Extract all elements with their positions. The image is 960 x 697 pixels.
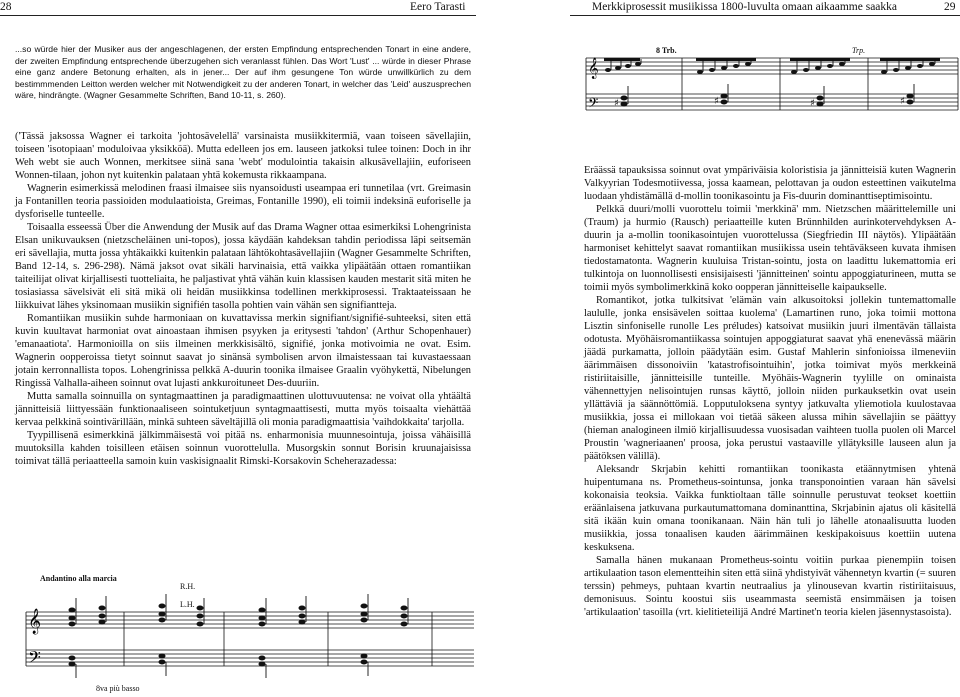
instrument-marking-1: 8 Trb.: [656, 46, 677, 55]
svg-text:♯: ♯: [810, 98, 815, 109]
svg-text:𝄞: 𝄞: [588, 58, 599, 79]
svg-text:♯: ♯: [900, 96, 905, 107]
paragraph: Romantikot, jotka tulkitsivat 'elämän vain alkusoitoksi jollekin tuntemattomalle laululle, jonka ensisävelen soittaa kuolema' (Lamartinen runo, joka toimii mottona Lisztin sinfoniselle runolle Les préludes) katsoivat musiikin juuri ilmentävän tällaista odotusta. Myöhäisromantiikassa sointujen appoggiaturat saavat yhä enenevässä määrin jäädä purkamatta, jolloin päädytään esim. Gustaf Mahlerin sinfonioissa ilmeneviin äärimmäisen dissonoiviin 'katastrofisointuihin', jotka toimivat myös merkkeinä ristiriitaisille, jännitteisille tunteille. Myöhäis-Wagnerin tyylille on ominaista vähennettyjen nelisointujen runsas käyttö, jolloin niiden purkauksetkin ovat usein yllättäviä ja säännöttömiä. Lopputuloksena syntyy jatkuvalta yliemotiola kuulostavaa musiikkia, jossa ei millokaan voi tietää säkeen alussa mihin sävellajiin se päättyy (hieman analogineen ilmiö kirjallisuudessa vuosisadan vaihteen tuolla puolen oli Marcel Proustin 'wagneriaanen' proosa, joka perustui vastaaville yllätyksille lauseen alun ja päätöksen välillä).: [584, 295, 956, 462]
svg-text:𝄞: 𝄞: [28, 609, 42, 634]
left-column: [15, 130, 471, 468]
right-running-head: Merkkiprosessit musiikissa 1800-luvulta omaan aikaamme saakka: [592, 1, 898, 13]
paragraph: Eräässä tapauksissa soinnut ovat ympäriväisia koloristisia ja jännitteisiä kuten Wagnerin Valkyyrian Todesmotiivessa, jossa kaamean, pelottavan ja oudon esteettinen vaikutelma luodaan yhdistämällä d-mollin toonikasointu ja Fis-duurin dominanttiseptimisointu.: [584, 165, 956, 202]
instrument-marking-2: Trp.: [852, 46, 866, 55]
paragraph: ('Tässä jaksossa Wagner ei tarkoita 'johtosävelellä' varsinaista musiikkitermiä, vaan toiseen sävellajiin, toiseen 'isotopiaan' moduloivaa yksikköä). Mutta edelleen jos em. lauseen jatkoksi tulee toinen: Doch in ihr Weh webt sie auch Wonnen, merkitsee siinä sana 'webt' modulointia takaisin alkusävellajiin, euforiseen Wonnen-tilaan, johon nyt kuitenkin palataan yhtä kokemusta rikkaampana.: [15, 131, 471, 181]
ossia-label: 8va più basso: [96, 684, 140, 693]
paragraph: Mutta samalla soinnuilla on syntagmaattinen ja paradigmaattinen ulottuvuutensa: ne voivat olla yhtäältä jännitteisiä liittyessään funktionaaliseen sointuketjuun syntagmaattisesti, mutta myös toisaalta viehättää kervaa pelkkinä sointivärillään, minkä suhteen säveltäjillä oli monia paradigmaattisia 'vaihdokkaita' tarjolla.: [15, 391, 471, 428]
svg-text:𝄢: 𝄢: [588, 95, 599, 114]
right-page-number: 29: [944, 1, 956, 13]
music-score: [584, 44, 960, 120]
left-header-rule: [0, 15, 476, 16]
paragraph: Romantiikan musiikin suhde harmoniaan on kuvattavissa merkin signifiant/signifié-suhteeksi, siten että kuvin kuultavat harmoniat ovat ainoastaan ihmisen psyyken ja eritysesti 'tahdon' (Arthur Schopenhauer) 'emanaatiota'. Harmonioilla on siis ilmeinen merkkisisältö, signifié, jonka motivoimia ne ovat. Esim. Wagnerin oopperoissa tietyt soinnut saavat jo sinänsä symbolisen arvon ilmaistessaan tai kuvastaessaan jotain kerronnallista topos. Lohengrinissa pelkkä A-duurin toonika ilmaisee Graalin vyöhykettä, Nibelungen Ringissä Valhalla-aiheen soinnut ovat lujasti ankkuroituneet Des-duuriin.: [15, 313, 471, 389]
left-page-number: 28: [0, 1, 12, 13]
paragraph: Tyypillisenä esimerkkinä jälkimmäisestä voi pitää ns. enharmonisia muunnesointuja, joissa vähäisillä muutoksilla kahden toisilleen etäisen soinnun vuorottelulla. Musorgskin sonnut Borisin kruunajaisissa toimivat tällä periaatteella samoin kuin vaskisignaalit Rimski-Korsakovin Scheherazadessa:: [15, 430, 471, 467]
german-quotation: ...so würde hier der Musiker aus der angeschlagenen, der ersten Empfindung entsprechenden Tonart in eine andere, der zweiten Empfindung entsprechende überzugehen sich veranlasst fühlen. Das Wort 'Lust' ... würde in dieser Phrase eine ganz andere Betonung erhalten, als in jener... Der auf ihm gesungene Ton würde unwillkürlich zu dem bestimmmenden Leitton werden welcher mit Notwendigkeit zu der anderen Tonart, in welcher das 'Leid' auszusprechen wäre, hindrängte. (Wagner Gesammelte Schriften, Band 10-11, s. 260).: [15, 44, 471, 100]
paragraph: Toisaalla esseessä Über die Anwendung der Musik auf das Drama Wagner ottaa esimerkiksi Lohengrinista Elsan unikuvauksen (nietzscheläinen uni-topos), jossa käydään kahdeksan tahdin periodissa läpi seitsemän eri sävellajia, mutta jossa yhtäkaikki kuitenkin palataan lähtökohtasävellajiin (Wagner Gesammelte Schriften, Band 12-14, s. 296-298). Nämä jaksot ovat sikäli harvinaisia, että vaikka ylipäätään ottaen romantiikan taiteilijat olivat kirjallisesti tuotteliaita, he paljastivat yhtä vähän kuin klassisen kauden mestarit sitä miten he tosiasiassa sävelsivät eli sitä mikä oli heidän musiikkinsa todellinen merkkiprosessi. Traktaateissaan he liikkuivat lähes yksinomaan musiikin signifién tasolla pohtien vain vähän sen signifiantteja.: [15, 222, 471, 311]
right-column: [584, 164, 956, 619]
paragraph: Pelkkä duuri/molli vuorottelu toimii 'merkkinä' mm. Nietzschen määrittelemille uni (Traum) ja hurmio (Rausch) periaatteille kuten Brünnhilden aurinkotervehdyksen A-duurin ja a-mollin toonikasointujen vuorottelussa (Siegfriedin III näytös). Ylipäätään harmoniset kehittelyt saavat romantiikan musiikissa usein tehtäväkseen kuvata ihmisen tiedostamatonta. Wagnerin kuuluisa Tristan-sointu, josta on laadittu lukemattomia eri tulkintoja on luonnollisesti ensisijaisesti 'jännitteinen' sointu appoggiaturineen, mutta se toimii myös symbolimerkkinä koko oopperan jännitteiselle kaipaukselle.: [584, 204, 956, 293]
tempo-marking: Andantino alla marcia: [40, 574, 117, 583]
paragraph: Samalla hänen mukanaan Prometheus-sointu voitiin purkaa pienempiin toisen artikulaation tason elementteihin siten että siinä yhdistyivät vähennetyn kvartin (= suuren terssin) pehmeys, puhtaan kvartin neutraalius ja ylinousevan kvartin ristiriitaisuus, demonisuus. Sointu koostui siis useammasta seemistä ensimmäisen ja toisen 'artikulaation' tasoilla (vrt. kielitieteilijä André Martinet'n teoria kielen jäsennystasoista).: [584, 555, 956, 618]
svg-text:♯: ♯: [614, 98, 619, 109]
lh-label: L.H.: [180, 600, 195, 609]
svg-text:𝄢: 𝄢: [28, 647, 41, 671]
paragraph: Aleksandr Skrjabin kehitti romantiikan toonikasta etäännytmisen yhtenä huipentumana ns. Prometheus-sointunsa, jonka transponointien varaan hän sävelsi kokonaisia teoksia. Vaikka funktioltaan tälle soinnulle perustuvat teokset koettiin eräänlaisena jatkuvana purkautumattomana dominanttina, Skrjabinin ajatus oli käsitellä sitä ikään kuin omana toonikanaan. Näin hän tuli jo lähelle atonaalisuutta luoden musiikkia, jossa tonaalisen kauden äärimmäinen keskipakoisuus koettiin uutena keskuksena.: [584, 464, 956, 553]
rh-label: R.H.: [180, 582, 196, 591]
music-example-musorgsky: [12, 572, 476, 696]
left-running-head: Eero Tarasti: [410, 1, 466, 13]
music-score: [12, 572, 476, 696]
music-example-wagner: [584, 44, 960, 120]
right-header-rule: [570, 15, 960, 16]
svg-text:♯: ♯: [714, 96, 719, 107]
paragraph: Wagnerin esimerkissä melodinen fraasi ilmaisee siis nyansoidusti useampaa eri tunnetilaa (vrt. Greimasin ja Fontanillen teoria passioiden modulaatioista, Greimas, Fontanille 1990), eli toimii indeksinä euforiselle ja dysforiselle tunteelle.: [15, 183, 471, 220]
